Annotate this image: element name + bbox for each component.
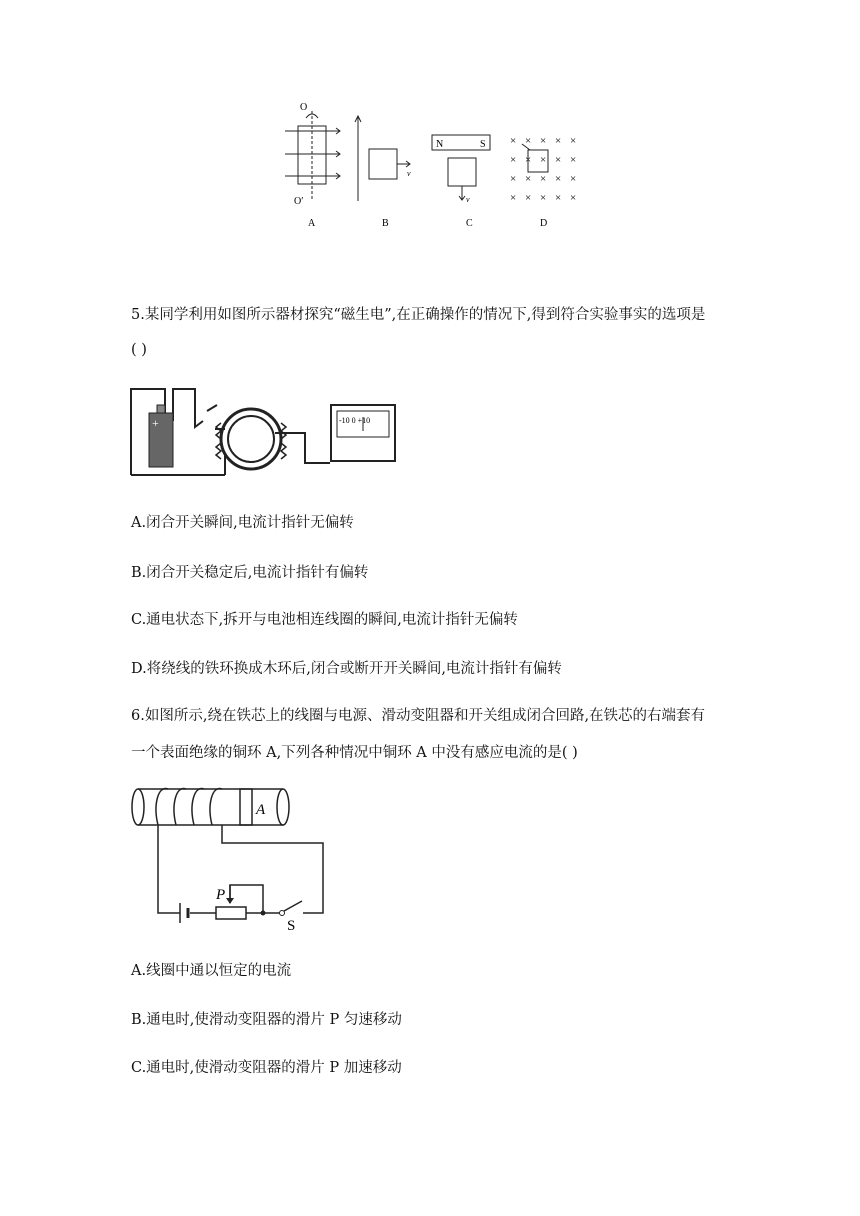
field-cross-symbol: × <box>555 173 562 185</box>
q6-stem-line1: 6.如图所示,绕在铁芯上的线圈与电源、滑动变阻器和开关组成闭合回路,在铁芯的右端套有 <box>131 708 706 724</box>
field-cross-symbol: × <box>555 135 562 147</box>
q5-option-b: B.闭合开关稳定后,电流计指针有偏转 <box>131 565 369 581</box>
galvanometer-scale: -10 0 +10 <box>339 416 371 425</box>
galvanometer <box>331 405 395 461</box>
panel-label-d: D <box>540 218 548 229</box>
field-cross-symbol: × <box>570 192 577 204</box>
field-cross-symbol: × <box>540 173 547 185</box>
q6-option-c: C.通电时,使滑动变阻器的滑片 P 加速移动 <box>131 1060 402 1076</box>
iron-ring-coil <box>216 409 286 469</box>
q5-stem-line1: 5.某同学利用如图所示器材探究“磁生电”,在正确操作的情况下,得到符合实验事实的选项是 <box>131 307 706 323</box>
q5-circuit-figure <box>125 383 400 483</box>
field-cross-symbol: × <box>525 135 532 147</box>
battery-plus-sign: + <box>152 416 159 430</box>
q6-option-a: A.线圈中通以恒定的电流 <box>131 963 292 979</box>
panel-c-velocity-label: v <box>466 195 470 204</box>
panel-a-bottom-label: O′ <box>294 196 304 207</box>
battery-symbol <box>180 903 188 923</box>
panel-d-field <box>510 135 576 204</box>
q6-option-b: B.通电时,使滑动变阻器的滑片 P 匀速移动 <box>131 1012 402 1028</box>
panel-b-diagram <box>355 116 410 201</box>
field-cross-symbol: × <box>510 154 517 166</box>
field-cross-symbol: × <box>525 192 532 204</box>
panel-label-c: C <box>466 218 473 229</box>
slider-label-p: P <box>216 887 226 903</box>
q5-stem-line2: ( ) <box>131 342 147 358</box>
figure-induction-panels <box>280 96 590 236</box>
field-cross-symbol: × <box>540 192 547 204</box>
field-cross-symbol: × <box>525 173 532 185</box>
field-cross-symbol: × <box>510 173 517 185</box>
ring-label-a: A <box>256 802 266 818</box>
field-cross-symbol: × <box>540 135 547 147</box>
q5-option-a: A.闭合开关瞬间,电流计指针无偏转 <box>131 515 354 531</box>
field-cross-symbol: × <box>570 154 577 166</box>
panel-a-diagram <box>285 111 340 201</box>
field-cross-symbol: × <box>540 154 547 166</box>
q5-option-d: D.将绕线的铁环换成木环后,闭合或断开开关瞬间,电流计指针有偏转 <box>131 661 562 677</box>
panel-c-magnet-s: S <box>480 139 486 150</box>
field-cross-symbol: × <box>570 135 577 147</box>
field-cross-symbol: × <box>525 154 532 166</box>
field-cross-symbol: × <box>510 135 517 147</box>
field-cross-symbol: × <box>555 192 562 204</box>
field-cross-symbol: × <box>510 192 517 204</box>
field-cross-symbol: × <box>555 154 562 166</box>
slider-arrow-icon <box>226 898 234 904</box>
battery <box>149 405 173 467</box>
panel-label-b: B <box>382 218 389 229</box>
q5-option-c: C.通电状态下,拆开与电池相连线圈的瞬间,电流计指针无偏转 <box>131 612 518 628</box>
q6-stem-line2: 一个表面绝缘的铜环 A,下列各种情况中铜环 A 中没有感应电流的是( ) <box>131 745 578 761</box>
switch-label-s: S <box>287 918 296 930</box>
panel-label-a: A <box>308 218 316 229</box>
panel-a-top-label: O <box>300 102 308 113</box>
panel-c-magnet-n: N <box>436 139 444 150</box>
field-cross-symbol: × <box>570 173 577 185</box>
q6-circuit-figure <box>128 785 338 930</box>
panel-b-velocity-label: v <box>407 169 411 178</box>
